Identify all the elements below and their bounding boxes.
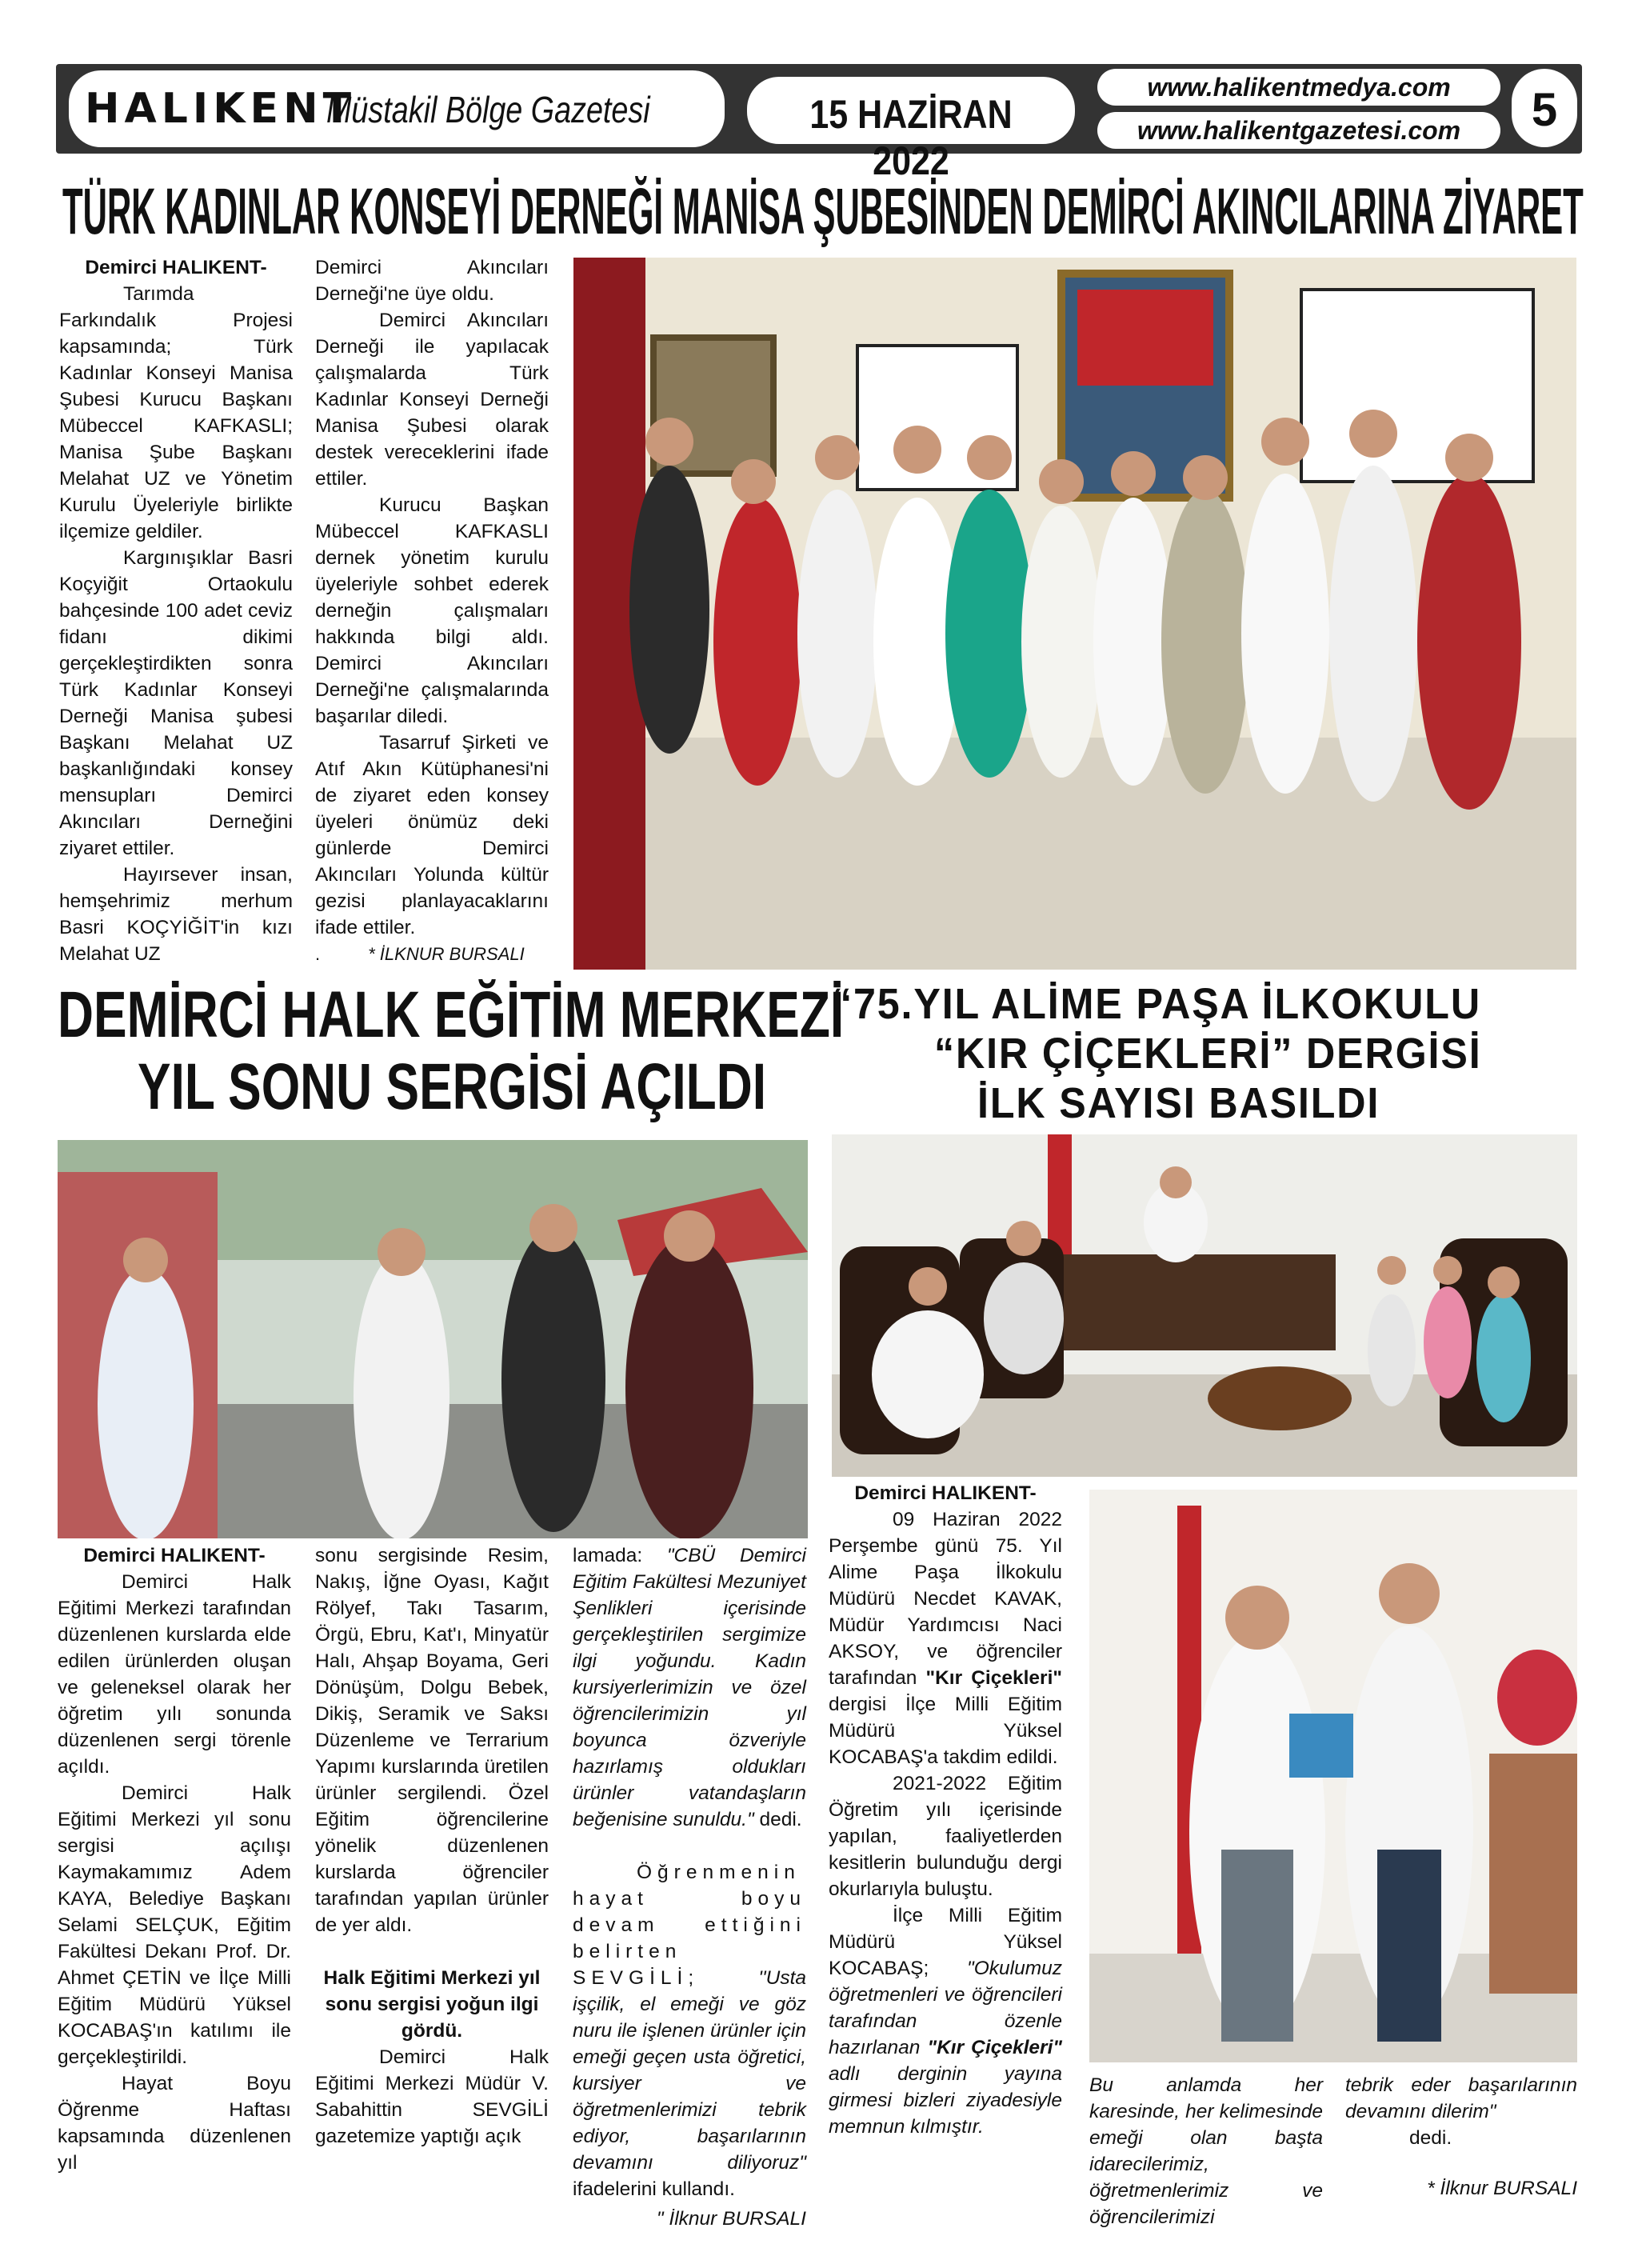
article1-paragraph: Kurucu Başkan Mübeccel KAFKASLI dernek yönetim kurulu üyeleriyle sohbet ederek derneğin çalışmaları hakkında bilgi aldı. Demirci Akıncıları Derneği'ne çalışmalarında başarılar diledi.: [315, 494, 549, 727]
group-photo-icon: [573, 258, 1576, 970]
url2-pill: [1097, 112, 1500, 149]
article3-col3: [1345, 2072, 1577, 2202]
article3-headline-line3: İLK SAYISI BASILDI: [977, 1079, 1380, 1127]
article3-paragraph: 2021-2022 Eğitim Öğretim yılı içerisinde yapılan, faaliyetlerden kesitlerin bulunduğu dergi okurlarıyla buluştu.: [829, 1773, 1062, 1900]
article3-quote: Bu anlamda her karesinde, her kelimesinde emeği olan başta idarecilerimiz, öğretmenlerimiz ve öğrencilerimizi: [1089, 2074, 1323, 2228]
article2-text: lamada:: [573, 1545, 667, 1566]
article3-headline-line1: “75.YIL ALİME PAŞA İLKOKULU: [832, 980, 1481, 1028]
office-photo-icon: [832, 1134, 1577, 1477]
article3-lead: Demirci HALIKENT-: [854, 1482, 1037, 1504]
article1-group-photo: [573, 258, 1576, 970]
article3-headline-line2: “KIR ÇİÇEKLERİ” DERGİSİ: [934, 1030, 1482, 1078]
article3-quote: tebrik eder başarılarının devamını dilerim": [1345, 2074, 1577, 2122]
article2-text: Öğrenmenin hayat boyu devam ettiğini belirten SEVGİLİ;: [573, 1862, 806, 1989]
newspaper-brand: HALIKENT: [85, 85, 357, 133]
page-number: 5: [1531, 84, 1558, 136]
article2-paragraph: Demirci Halk Eğitimi Merkezi yıl sonu sergisi açılışı Kaymakamımız Adem KAYA, Belediye Başkanı Selami SELÇUK, Eğitim Fakültesi Dekanı Prof. Dr. Ahmet ÇETİN ve İlçe Milli Eğitim Müdürü Yüksel KOCABAŞ'ın katılımı ile gerçekleştirildi.: [58, 1782, 291, 2068]
article2-paragraph: Demirci Halk Eğitimi Merkezi tarafından düzenlenen kurslarda elde edilen ürünlerden oluşan ve geleneksel olarak her öğretim yılı sonunda düzenlenen sergi törenle açıldı.: [58, 1571, 291, 1778]
article1-col2: [315, 254, 549, 967]
article2-lead: Demirci HALIKENT-: [83, 1545, 266, 1566]
article2-paragraph: sonu sergisinde Resim, Nakış, İğne Oyası, Kağıt Rölyef, Takı Tasarım, Örgü, Ebru, Kat'ı, Minyatür Halı, Ahşap Boyama, Geri Dönüşüm, Dolgu Bebek, Dikiş, Seramik ve Saksı Düzenleme ve Terrarium Yapımı kurslarında üretilen ürünler sergilendi. Özel Eğitim öğrencilerine yönelik düzenlenen kurslarda öğrenciler tarafından yapılan ürünler de yer aldı.: [315, 1545, 549, 1936]
article1-dot: .: [315, 944, 321, 964]
article1-lead: Demirci HALIKENT-: [85, 257, 267, 278]
website-link-1[interactable]: www.halikentmedya.com: [1147, 73, 1451, 102]
article2-quote: ''Usta işçilik, el emeği ve göz nuru ile işlenen ürünler için emeği geçen usta öğretici, kursiyer ve öğretmenlerimizi tebrik ediyor, başarılarının devamını diliyoruz": [573, 1967, 806, 2174]
article3-quote: adlı derginin yayına girmesi bizleri ziyadesiyle memnun kılmıştır.: [829, 2063, 1062, 2138]
article3-magazine-name: "Kır Çiçekleri": [927, 2037, 1062, 2058]
article1-paragraph: Demirci Akıncıları Derneği'ne üye oldu.: [315, 257, 549, 305]
article2-text: dedi.: [753, 1809, 802, 1830]
exhibition-photo-icon: [58, 1140, 808, 1538]
article2-paragraph: Demirci Halk Eğitimi Merkezi Müdür V. Sabahittin SEVGİLİ gazetemize yaptığı açık: [315, 2046, 549, 2147]
article3-text: İlçe Milli Eğitim Müdürü Yüksel KOCABAŞ;: [829, 1905, 1062, 1979]
article3-magazine-name: "Kır Çiçekleri": [925, 1667, 1062, 1689]
article2-subheading: Halk Eğitimi Merkezi yıl sonu sergisi yoğun ilgi gördü.: [323, 1967, 541, 2042]
date-pill: [747, 77, 1075, 183]
article2-headline-line2: YIL SONU SERGİSİ AÇILDI: [138, 1050, 767, 1123]
article1-headline: TÜRK KADINLAR KONSEYİ DERNEĞİ MANİSA ŞUBESİNDEN DEMİRCİ AKINCILARINA ZİYARET: [62, 175, 1584, 248]
page-number-pill: [1512, 69, 1577, 147]
article2-exhibition-photo: [58, 1140, 808, 1538]
website-link-2[interactable]: www.halikentgazetesi.com: [1137, 116, 1461, 145]
article1-paragraph: Hayırsever insan, hemşehrimiz merhum Basri KOÇYİĞİT'in kızı Melahat UZ: [59, 864, 293, 965]
article3-text: 09 Haziran 2022 Perşembe günü 75. Yıl Alime Paşa İlkokulu Müdürü Necdet KAVAK, Müdür Yardımcısı Naci AKSOY, ve öğrenciler tarafından: [829, 1509, 1062, 1689]
article1-signature: * İLKNUR BURSALI: [368, 944, 525, 964]
url1-pill: [1097, 69, 1500, 106]
article3-quote: "Okulumuz öğretmenleri ve öğrencileri tarafından özenle hazırlanan: [829, 1958, 1062, 2058]
article1-paragraph: Tasarruf Şirketi ve Atıf Akın Kütüphanesi'ni de ziyaret eden konsey üyeleri önümüz deki günlerde Demirci Akıncıları Yolunda kültür gezisi planlayacaklarını ifade ettiler.: [315, 732, 549, 938]
article3-text: dergisi İlçe Milli Eğitim Müdürü Yüksel KOCABAŞ'a takdim edildi.: [829, 1694, 1062, 1768]
article1-paragraph: Demirci Akıncıları Derneği ile yapılacak çalışmalarda Türk Kadınlar Konseyi Derneği Manisa Şubesi olarak destek vereceklerini ifade ettiler.: [315, 310, 549, 490]
article2-headline-line1: DEMİRCİ HALK EĞİTİM MERKEZİ: [58, 978, 845, 1051]
article3-col2: [1089, 2072, 1323, 2230]
article2-signature: " İlknur BURSALI: [656, 2208, 806, 2230]
article3-signature: * İlknur BURSALI: [1427, 2178, 1577, 2199]
issue-date: 15 HAZİRAN 2022: [809, 92, 1013, 183]
article2-col3: [573, 1542, 806, 2232]
article2-text: ifadelerini kullandı.: [573, 2178, 735, 2200]
article2-col2: [315, 1542, 549, 2150]
article1-col1: [59, 254, 293, 967]
newspaper-subtitle: Müstakil Bölge Gazetesi: [326, 89, 650, 130]
handover-photo-icon: [1089, 1490, 1577, 2062]
article1-paragraph: Kargınışıklar Basri Koçyiğit Ortaokulu bahçesinde 100 adet ceviz fidanı dikimi gerçekleştirdikten sonra Türk Kadınlar Konseyi Derneği Manisa şubesi Başkanı Melahat UZ başkanlığındaki konsey mensupları Demirci Akıncıları Derneğini ziyaret ettiler.: [59, 547, 293, 859]
masthead: [56, 64, 1582, 183]
brand-pill: [69, 70, 725, 147]
article2-paragraph: Hayat Boyu Öğrenme Haftası kapsamında düzenlenen yıl: [58, 2073, 291, 2174]
article2-quote: "CBÜ Demirci Eğitim Fakültesi Mezuniyet Şenlikleri içerisinde gerçekleştirilen sergimize ilgi yoğundu. Kadın kursiyerlerimizin ve özel öğrencilerimizin yıl boyunca özveriyle hazırlamış oldukları ürünler vatandaşların beğenisine sunuldu.": [573, 1545, 806, 1830]
article3-handover-photo: [1089, 1490, 1577, 2062]
article3-office-photo: [832, 1134, 1577, 1477]
article3-col1: [829, 1480, 1062, 2140]
article1-paragraph: Tarımda Farkındalık Projesi kapsamında; Türk Kadınlar Konseyi Manisa Şubesi Kurucu Başkanı Mübeccel KAFKASLI; Manisa Şube Başkanı Melahat UZ ve Yönetim Kurulu Üyeleriyle birlikte ilçemize geldiler.: [59, 283, 293, 542]
article2-col1: [58, 1542, 291, 2176]
article3-text: dedi.: [1409, 2127, 1452, 2149]
